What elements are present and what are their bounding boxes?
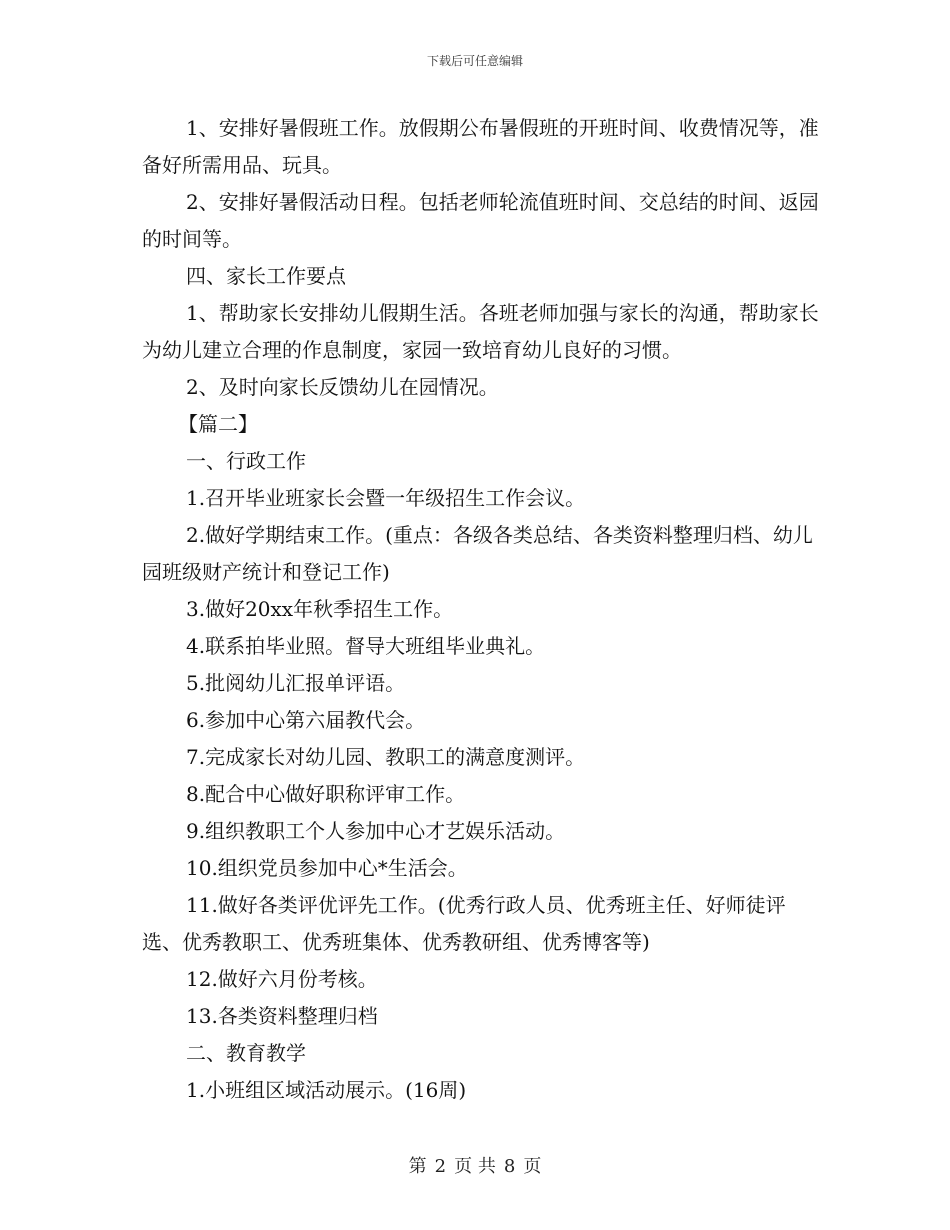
list-item: 1.召开毕业班家长会暨一年级招生工作会议。 [186, 486, 586, 510]
paragraph: 1、帮助家长安排幼儿假期生活。各班老师加强与家长的沟通，帮助家长为幼儿建立合理的作息制度，家园一致培育幼儿良好的习惯。 [142, 301, 819, 362]
list-item: 13.各类资料整理归档 [186, 1004, 378, 1028]
section-heading: 一、行政工作 [186, 449, 306, 473]
list-item: 7.完成家长对幼儿园、教职工的满意度测评。 [186, 745, 586, 769]
list-item: 10.组织党员参加中心*生活会。 [186, 856, 468, 880]
page-label-mid: 页 共 [454, 1156, 496, 1177]
list-item: 9.组织教职工个人参加中心才艺娱乐活动。 [186, 819, 566, 843]
section-heading: 二、教育教学 [186, 1041, 306, 1065]
part-heading: 【篇二】 [178, 412, 258, 436]
list-item: 11.做好各类评优评先工作。(优秀行政人员、优秀班主任、好师徒评选、优秀教职工、优秀班集体、优秀教研组、优秀博客等) [142, 893, 786, 954]
section-heading: 四、家长工作要点 [186, 264, 346, 288]
list-item: 3.做好20xx年秋季招生工作。 [186, 597, 454, 621]
page-footer [0, 1152, 950, 1178]
paragraph: 1、安排好暑假班工作。放假期公布暑假班的开班时间、收费情况等，准备好所需用品、玩具。 [142, 116, 819, 177]
list-item: 1.小班组区域活动展示。(16周) [186, 1078, 467, 1102]
list-item: 5.批阅幼儿汇报单评语。 [186, 671, 406, 695]
document-body [142, 110, 822, 1109]
paragraph: 2、及时向家长反馈幼儿在园情况。 [186, 375, 499, 399]
list-item: 12.做好六月份考核。 [186, 967, 378, 991]
list-item: 6.参加中心第六届教代会。 [186, 708, 426, 732]
total-pages-number: 8 [503, 1156, 516, 1177]
current-page-number: 2 [434, 1156, 447, 1177]
page-header: 下载后可任意编辑 [426, 54, 523, 68]
list-item: 2.做好学期结束工作。(重点：各级各类总结、各类资料整理归档、幼儿园班级财产统计和登记工作) [142, 523, 813, 584]
list-item: 4.联系拍毕业照。督导大班组毕业典礼。 [186, 634, 546, 658]
paragraph: 2、安排好暑假活动日程。包括老师轮流值班时间、交总结的时间、返园的时间等。 [142, 190, 819, 251]
list-item: 8.配合中心做好职称评审工作。 [186, 782, 466, 806]
page-label-prefix: 第 [408, 1156, 427, 1177]
page-label-suffix: 页 [523, 1156, 542, 1177]
